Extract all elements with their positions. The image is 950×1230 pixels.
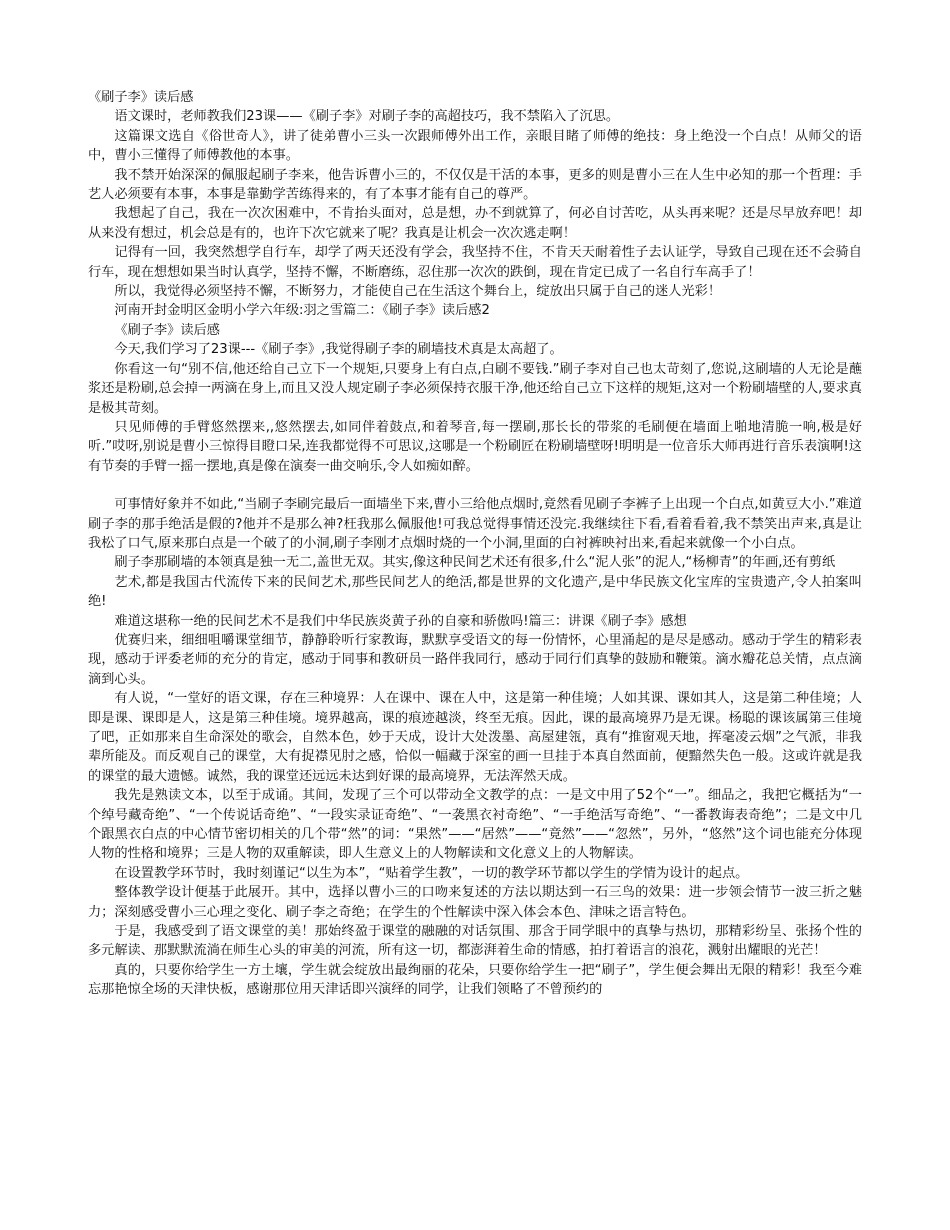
paragraph: 刷子李那刷墙的本领真是独一无二,盖世无双。其实,像这种民间艺术还有很多,什么“泥人张”的泥人,“杨柳青”的年画,还有剪纸 bbox=[114, 555, 836, 571]
paragraph: 在设置教学环节时，我时刻谨记“以生为本”，“贴着学生教”，一切的教学环节都以学生的学情为设计的起点。 bbox=[114, 865, 749, 881]
section-title: 《刷子李》读后感 bbox=[114, 322, 220, 338]
paragraph: 真的，只要你给学生一方土壤，学生就会绽放出最绚丽的花朵，只要你给学生一把“刷子”，学生便会舞出无限的精彩！我至今难忘那艳惊全场的天津快板，感谢那位用天津话即兴演绎的同学，让我们领略了不曾预约的 bbox=[88, 962, 862, 998]
paragraph: 我想起了自己，我在一次次困难中，不肯抬头面对，总是想，办不到就算了，何必自讨苦吃，从头再来呢？还是尽早放弃吧！却从来没有想过，机会总是有的，也许下次它就来了呢？我真是让机会一次次逃走啊！ bbox=[88, 206, 862, 241]
paragraph: 所以，我觉得必须坚持不懈，不断努力，才能使自己在生活这个舞台上，绽放出只属于自己的迷人光彩！ bbox=[114, 284, 722, 300]
paragraph: 语文课时，老师教我们23课——《刷子李》对刷子李的高超技巧，我不禁陷入了沉思。 bbox=[114, 109, 620, 125]
paragraph: 整体教学设计便基于此展开。其中，选择以曹小三的口吻来复述的方法以期达到一石三鸟的效果：进一步领会情节一波三折之魅力；深刻感受曹小三心理之变化、刷子李之奇绝；在学生的个性解读中深入体会本色、津味之语言特色。 bbox=[88, 885, 862, 920]
paragraph: 于是，我感受到了语文课堂的美！那始终盈于课堂的融融的对话氛围、那含于同学眼中的真挚与热切，那精彩纷呈、张扬个性的多元解读、那默默流淌在师生心头的审美的河流，所有这一切，都澎湃着生命的情感，拍打着语言的浪花，溅射出耀眼的光芒！ bbox=[88, 924, 862, 959]
paragraph: 我不禁开始深深的佩服起刷子李来，他告诉曹小三的，不仅仅是干活的本事，更多的则是曹小三在人生中必知的那一个哲理：手艺人必须要有本事，本事是靠勤学苦练得来的，有了本事才能有自己的尊严。 bbox=[88, 167, 862, 203]
paragraph: 这篇课文选自《俗世奇人》，讲了徒弟曹小三头一次跟师傅外出工作，亲眼目睹了师傅的绝技：身上绝没一个白点！从师父的语中，曹小三懂得了师傅教他的本事。 bbox=[88, 128, 862, 164]
document-title: 《刷子李》读后感 bbox=[88, 90, 194, 105]
paragraph: 我先是熟读文本，以至于成诵。其间，发现了三个可以带动全文教学的点：一是文中用了52个“一”。细品之，我把它概括为“一个绰号藏奇绝”、“一个传说话奇绝”、“一段实录证奇绝”、“一袭黑衣衬奇绝”、“一手绝活写奇绝”、“一番教诲表奇绝”；二是文中几个跟黑衣白点的中心情节密切相关的几个带“然”的词：“果然”——“居然”——“竟然”——“忽然”，另外，“悠然”这个词也能充分体现人物的性格和境界；三是人物的双重解读，即人生意义上的人物解读和文化意义上的人物解读。 bbox=[88, 788, 862, 862]
paragraph: 可事情好象并不如此,“当刷子李刷完最后一面墙坐下来,曹小三给他点烟时,竟然看见刷子李裤子上出现一个白点,如黄豆大小.”难道刷子李的那手绝活是假的?他并不是那么神?枉我那么佩服他!可我总觉得事情还没完.我继续往下看,看着看着,我不禁笑出声来,真是让我松了口气,原来那白点是一个破了的小洞,刷子李刚才点烟时烧的一个小洞,里面的白衬裤映衬出来,看起来就像一个小白点。 bbox=[88, 497, 862, 551]
paragraph: 优赛归来，细细咀嚼课堂细节，静静聆听行家教诲，默默享受语文的每一份情怀，心里涌起的是尽是感动。感动于学生的精彩表现，感动于评委老师的充分的肯定，感动于同事和教研员一路伴我同行，感动于同行们真挚的鼓励和鞭策。滴水瓣花总关情，点点滴滴到心头。 bbox=[88, 632, 862, 687]
document-body bbox=[88, 88, 862, 1000]
paragraph: 记得有一回，我突然想学自行车，却学了两天还没有学会，我坚持不住，不肯天天耐着性子去认证学，导致自己现在还不会骑自行车，现在想想如果当时认真学，坚持不懈，不断磨练，忍住那一次次的跌倒，现在肯定已成了一名自行车高手了！ bbox=[88, 245, 862, 280]
paragraph: 艺术,都是我国古代流传下来的民间艺术,那些民间艺人的绝活,都是世界的文化遗产,是中华民族文化宝库的宝贵遗产,令人拍案叫绝! bbox=[88, 574, 862, 610]
paragraph: 有人说，“一堂好的语文课，存在三种境界：人在课中、课在人中，这是第一种佳境；人如其课、课如其人，这是第二种佳境；人即是课、课即是人，这是第三种佳境。境界越高，课的痕迹越淡，终至无痕。因此，课的最高境界乃是无课。杨聪的课该属第三佳境了吧，正如那来自生命深处的歌会，自然本色，妙于天成，设计大处泼墨、高屋建瓴，真有“推窗观天地，挥毫凌云烟”之气派，非我辈所能及。而反观自己的课堂，大有捉襟见肘之感，恰似一幅藏于深室的画一旦挂于本真自然面前，便黯然失色一般。这或许就是我的课堂的最大遗憾。诚然，我的课堂还远远未达到好课的最高境界，无法浑然天成。 bbox=[88, 691, 862, 784]
paragraph: 你看这一句“别不信,他还给自己立下一个规矩,只要身上有白点,白刷不要钱.”刷子李对自己也太苛刻了,您说,这刷墙的人无论是蘸浆还是粉刷,总会掉一两滴在身上,而且又没人规定刷子李必须保持衣服干净,他还给自己立下这样的规矩,这对一个粉刷墙壁的人,要求真是极其苛刻。 bbox=[88, 361, 862, 416]
paragraph: 只见师傅的手臂悠然摆来,,悠然摆去,如同伴着鼓点,和着琴音,每一摆刷,那长长的带浆的毛刷便在墙面上啪地清脆一响,极是好听.”哎呀,别说是曹小三惊得目瞪口呆,连我都觉得不可思议,这哪是一个粉刷匠在粉刷墙壁呀!明明是一位音乐大师再进行音乐表演啊!这有节奏的手臂一摇一摆地,真是像在演奏一曲交响乐,令人如痴如醉。 bbox=[88, 419, 862, 474]
paragraph: 河南开封金明区金明小学六年级:羽之雪篇二：《刷子李》读后感2 bbox=[114, 303, 490, 319]
paragraph: 难道这堪称一绝的民间艺术不是我们中华民族炎黄子孙的自豪和骄傲吗!篇三：讲课《刷子李》感想 bbox=[114, 613, 687, 629]
paragraph: 今天,我们学习了23课---《刷子李》,我觉得刷子李的刷墙技术真是太高超了。 bbox=[114, 342, 563, 358]
